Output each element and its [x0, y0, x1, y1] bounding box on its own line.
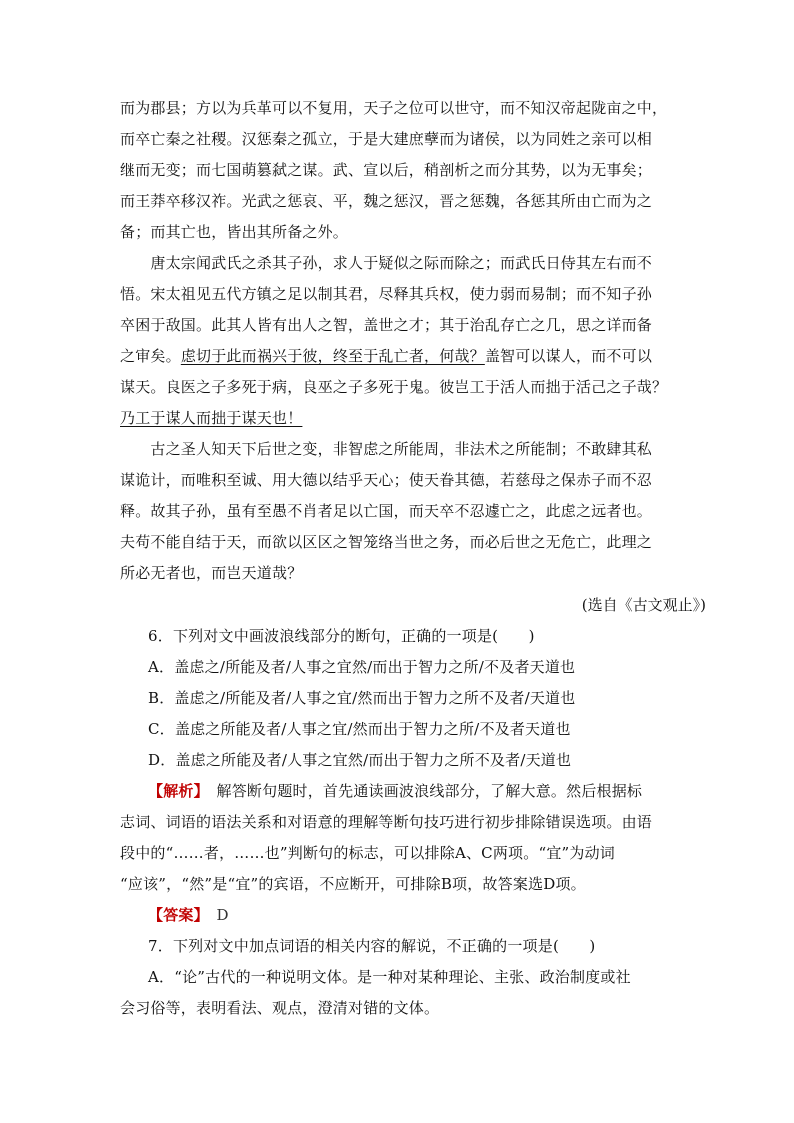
passage-line: 释。故其子孙，虽有至愚不肖者足以亡国，而天卒不忍遽亡之，此虑之远者也。: [120, 502, 653, 520]
analysis-tag: 【解析】: [148, 782, 202, 800]
q6-answer: [148, 905, 708, 925]
q6-option-c: C．盖虑之所能及者/人事之宜/然而出于智力之所/不及者天道也: [148, 720, 571, 738]
q6-analysis-line: 段中的“……者，……也”判断句的标志，可以排除A、C两项。“宜”为动词: [120, 844, 615, 862]
passage-line: 谋诡计，而唯积至诚、用大德以结乎天心；使天眷其德，若慈母之保赤子而不忍: [120, 471, 653, 489]
passage-line: 谋天。良医之子多死于病，良巫之子多死于鬼。彼岂工于活人而拙于活己之子哉？: [120, 378, 668, 396]
passage-line: 而卒亡秦之社稷。汉惩秦之孤立，于是大建庶孽而为诸侯，以为同姓之亲可以相: [120, 130, 653, 148]
passage-line: 备；而其亡也，皆出其所备之外。: [120, 223, 349, 241]
q6-analysis-first-line: [148, 781, 708, 801]
passage-line: 所必无者也，而岂天道哉？: [120, 564, 303, 582]
passage-line: 卒困于敌国。此其人皆有出人之智，盖世之才；其于治乱存亡之几，思之详而备: [120, 316, 653, 334]
passage-line: 唐太宗闻武氏之杀其子孙，求人于疑似之际而除之；而武氏日侍其左右而不: [120, 254, 653, 272]
passage-line: 继而无变；而七国萌篡弑之谋。武、宣以后，稍剖析之而分其势，以为无事矣；: [120, 161, 653, 179]
question-6-stem: 6．下列对文中画波浪线部分的断句，正确的一项是( ): [148, 627, 535, 645]
passage-line: 而为郡县；方以为兵革可以不复用，天子之位可以世守，而不知汉帝起陇亩之中，: [120, 99, 668, 117]
underlined-passage-line: 乃工于谋人而拙于谋天也！: [120, 409, 303, 427]
wavy-underlined-text: 虑切于此而祸兴于彼，终至于乱亡者，何哉？: [180, 347, 485, 365]
passage-line: 而王莽卒移汉祚。光武之惩哀、平，魏之惩汉，晋之惩魏，各惩其所由亡而为之: [120, 192, 653, 210]
passage-line: 夫苟不能自结于天，而欲以区区之智笼络当世之务，而必后世之无危亡，此理之: [120, 533, 653, 551]
passage-text: 之审矣。: [120, 347, 181, 365]
q6-option-d: D．盖虑之所能及者/人事之宜然/而出于智力之所不及者/天道也: [148, 751, 572, 769]
answer-value: D: [216, 906, 229, 924]
passage-line: 古之圣人知天下后世之变，非智虑之所能周，非法术之所能制；不敢肆其私: [120, 440, 653, 458]
q7-option-a-continued: 会习俗等，表明看法、观点，澄清对错的文体。: [120, 999, 440, 1017]
q6-analysis-line: “应该”，“然”是“宜”的宾语，不应断开，可排除B项，故答案选D项。: [120, 875, 586, 893]
passage-line-with-underline: [120, 346, 680, 366]
source-citation: (选自《古文观止》): [581, 596, 706, 614]
q7-option-a: A．“论”古代的一种说明文体。是一种对某种理论、主张、政治制度或社: [148, 968, 631, 986]
q6-option-a: A．盖虑之/所能及者/人事之宜然/而出于智力之所/不及者天道也: [148, 658, 576, 676]
passage-line: 悟。宋太祖见五代方镇之足以制其君，尽释其兵权，使力弱而易制；而不知子孙: [120, 285, 653, 303]
q6-option-b: B．盖虑之/所能及者/人事之宜/然而出于智力之所不及者/天道也: [148, 689, 576, 707]
analysis-text: 解答断句题时，首先通读画波浪线部分，了解大意。然后根据标: [216, 782, 643, 800]
answer-tag: 【答案】: [148, 906, 202, 924]
question-7-stem: 7．下列对文中加点词语的相关内容的解说，不正确的一项是( ): [148, 937, 596, 955]
q6-analysis-line: 志词、词语的语法关系和对语意的理解等断句技巧进行初步排除错误选项。由语: [120, 813, 653, 831]
passage-text: 盖智可以谋人，而不可以: [484, 347, 653, 365]
